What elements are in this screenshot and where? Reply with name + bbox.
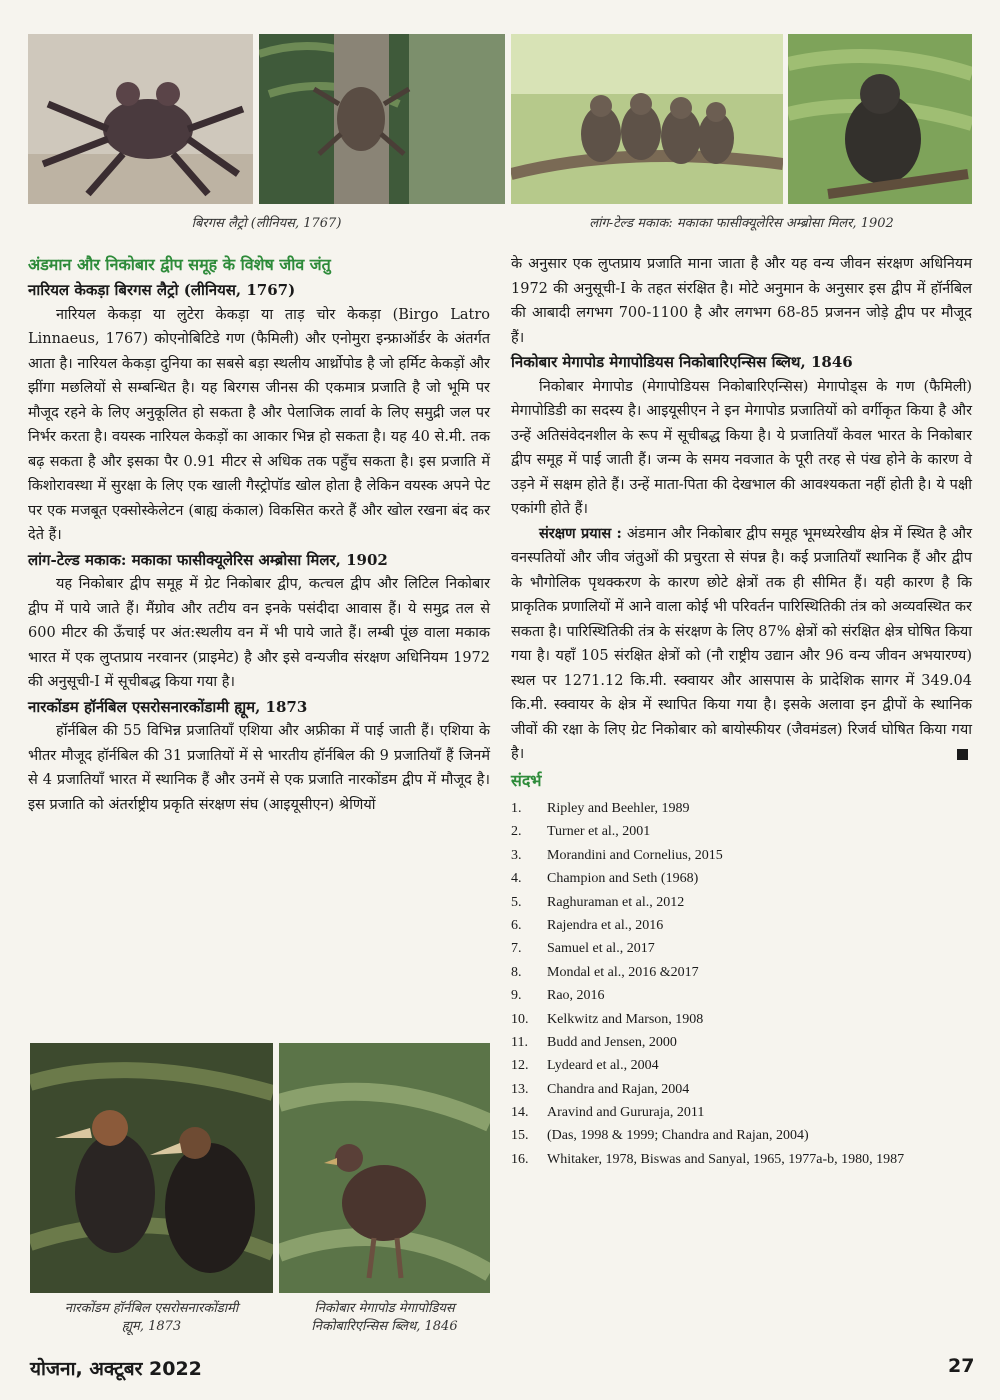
hornbill-photo bbox=[30, 1043, 273, 1293]
references-title: संदर्भ bbox=[511, 770, 542, 790]
reference-item bbox=[511, 797, 972, 820]
megapode-paragraph: निकोबार मेगापोड (मेगापोडियस निकोबारिएन्सिस) मेगापोड्स के गण (फैमिली) मेगापोडिडी का सदस्य है। आइयूसीएन ने इन मेगापोड प्रजातियों को वर्गीकृत किया है और उन्हें अतिसंवेदनशील के रूप में सूचीबद्ध किया है। ये प्रजातियाँ केवल भारत के निकोबार द्वीप समूह में पाई जाती हैं। जन्म के समय नवजात के पूरी तरह से पंख होने के कारण वे उड़ने में सक्षम होते हैं। उन्हें माता-पिता की देखभाल की आवश्यकता नहीं होती है। ये पक्षी एकांगी होते हैं। bbox=[511, 378, 972, 517]
hornbill-heading: नारकोंडम हॉर्नबिल एसरोसनारकोंडामी ह्यूम, 1873 bbox=[28, 697, 308, 716]
reference-number: 1. bbox=[511, 801, 522, 816]
reference-number: 16. bbox=[511, 1151, 529, 1167]
reference-text: Ripley and Beehler, 1989 bbox=[547, 801, 690, 816]
reference-item bbox=[511, 914, 972, 937]
reference-item bbox=[511, 1148, 972, 1171]
crab-caption: बिरगस लैट्रो (लीनियस, 1767) bbox=[191, 216, 342, 231]
references-list bbox=[511, 797, 972, 1171]
reference-item bbox=[511, 1031, 972, 1054]
megapode-caption bbox=[279, 1300, 490, 1335]
reference-item bbox=[511, 1101, 972, 1124]
reference-text: Kelkwitz and Marson, 1908 bbox=[547, 1011, 704, 1027]
reference-number: 12. bbox=[511, 1058, 529, 1074]
coconut-crab-photo-1 bbox=[28, 34, 253, 204]
reference-text: Whitaker, 1978, Biswas and Sanyal, 1965, 1977a-b, 1980, 1987 bbox=[547, 1151, 905, 1167]
reference-text: Aravind and Gururaja, 2011 bbox=[547, 1105, 705, 1121]
macaque-caption: लांग-टेल्ड मकाक: मकाका फासीक्यूलेरिस अम्ब्रोसा मिलर, 1902 bbox=[589, 216, 894, 231]
conservation-text: अंडमान और निकोबार द्वीप समूह भूमध्यरेखीय क्षेत्र में स्थित है और वनस्पतियों और जीव जंतुओं की प्रचुरता से संपन्न है। कई प्रजातियाँ स्थानिक हैं और द्वीप के भौगोलिक पृथक्करण के कारण छोटे क्षेत्रों तक ही सीमित हैं। यही कारण है कि प्राकृतिक प्रणालियों में आने वाला कोई भी परिवर्तन पारिस्थितिकी तंत्र को अव्यवस्थित कर सकता है। पारिस्थितिकी तंत्र के संरक्षण के लिए 87% क्षेत्रों को संरक्षित क्षेत्र घोषित किया गया है। यहाँ 105 संरक्षित क्षेत्रों को (नौ राष्ट्रीय उद्यान और 96 वन्य जीवन अभयारण्य) स्थल पर 1271.12 कि.मी. स्क्वायर और आसपास के प्रादेशिक सागर में 349.04 कि.मी. स्क्वायर के क्षेत्र में स्थापित किया गया है। इसके अलावा इन द्वीपों के स्थानिक जीवों की रक्षा के लिए ग्रेट निकोबार को बायोस्फीयर (जैवमंडल) रिजर्व घोषित किया गया है। bbox=[511, 525, 973, 762]
reference-number: 10. bbox=[511, 1011, 529, 1027]
reference-item bbox=[511, 1124, 972, 1147]
reference-text: Mondal et al., 2016 &2017 bbox=[547, 964, 699, 980]
reference-number: 5. bbox=[511, 894, 522, 910]
hornbill-caption-line2: ह्यूम, 1873 bbox=[121, 1318, 182, 1334]
reference-number: 15. bbox=[511, 1128, 529, 1144]
conservation-paragraph bbox=[511, 522, 972, 767]
reference-text: Raghuraman et al., 2012 bbox=[547, 894, 685, 910]
reference-number: 14. bbox=[511, 1105, 529, 1121]
megapode-photo bbox=[279, 1043, 490, 1293]
reference-number: 8. bbox=[511, 964, 522, 980]
reference-item bbox=[511, 1054, 972, 1077]
conservation-label: संरक्षण प्रयास : bbox=[539, 524, 622, 542]
reference-item bbox=[511, 867, 972, 890]
reference-text: Morandini and Cornelius, 2015 bbox=[547, 847, 723, 863]
megapode-caption-line2: निकोबारिएन्सिस ब्लिथ, 1846 bbox=[311, 1318, 458, 1334]
reference-item bbox=[511, 820, 972, 843]
reference-text: Chandra and Rajan, 2004 bbox=[547, 1081, 690, 1097]
reference-text: Champion and Seth (1968) bbox=[547, 871, 699, 887]
reference-number: 7. bbox=[511, 941, 522, 957]
coconut-crab-photo-2 bbox=[259, 34, 505, 204]
reference-item bbox=[511, 891, 972, 914]
hornbill-caption bbox=[30, 1300, 273, 1335]
right-column bbox=[511, 252, 972, 1171]
megapode-caption-line1: निकोबार मेगापोड मेगापोडियस bbox=[314, 1301, 455, 1316]
macaque-paragraph: यह निकोबार द्वीप समूह में ग्रेट निकोबार द्वीप, कत्चल द्वीप और लिटिल निकोबार द्वीप में पाये जाते हैं। मैंग्रोव और तटीय वन इनके पसंदीदा आवास हैं। ये समुद्र तल से 600 मीटर की ऊँचाई पर अंत:स्थलीय वन में भी पाये जाते हैं। लम्बी पूंछ वाला मकाक भारत में एक लुप्तप्राय नरवानर (प्राइमेट) है और इसे वन्यजीव संरक्षण अधिनियम 1972 की अनुसूची-I में सूचीबद्ध किया गया है। bbox=[28, 576, 490, 690]
reference-number: 4. bbox=[511, 871, 522, 887]
crab-heading: नारियल केकड़ा बिरगस लैट्रो (लीनियस, 1767) bbox=[28, 281, 296, 299]
reference-number: 2. bbox=[511, 824, 522, 840]
reference-text: Samuel et al., 2017 bbox=[547, 941, 655, 957]
reference-text: Budd and Jensen, 2000 bbox=[547, 1034, 677, 1050]
hornbill-paragraph: हॉर्नबिल की 55 विभिन्न प्रजातियाँ एशिया और अफ्रीका में पाई जाती हैं। एशिया के भीतर मौजूद हॉर्नबिल की 31 प्रजातियों में से भारतीय हॉर्नबिल की 9 प्रजातियाँ हैं जिनमें से 4 प्रजातियाँ भारत में स्थानिक हैं और उनमें से एक प्रजाति नारकोंडम द्वीप में मौजूद है। इस प्रजाति को अंतर्राष्ट्रीय प्रकृति संरक्षण संघ (आइयूसीएन) श्रेणियों bbox=[28, 723, 490, 813]
section-title: अंडमान और निकोबार द्वीप समूह के विशेष जीव जंतु bbox=[28, 255, 331, 274]
reference-item bbox=[511, 961, 972, 984]
crab-paragraph: नारियल केकड़ा या लुटेरा केकड़ा या ताड़ चोर केकड़ा (Birgo Latro Linnaeus, 1767) कोएनोबिटिडे गण (फैमिली) और एनोमुरा इन्फ्राऑर्डर के अंतर्गत आता है। नारियल केकड़ा दुनिया का सबसे बड़ा स्थलीय आर्थ्रोपोड है जो हर्मिट केकड़ों और झींगा मछलियों से सम्बन्धित है। यह बिरगस जीनस की एकमात्र प्रजाति है जो भूमि पर मौजूद रहने के लिए अनुकूलित हो सकता है और पेलाजिक लार्वा के लिए समुद्री जल पर निर्भर करता है। वयस्क नारियल केकड़ों का आकार भिन्न हो सकता है। यह 40 से.मी. तक बढ़ सकता है और इसका पैर 0.91 मीटर से अधिक तक पहुँच सकता है। इस प्रजाति में किशोरावस्था में सुरक्षा के लिए एक खाली गैस्ट्रोपॉड खोल होता है लेकिन वयस्क अपने पेट पर एक मजबूत एक्सोस्केलेटन (बाह्य कंकाल) विकसित करते हैं और खोल रखना बंद कर देते हैं। bbox=[28, 306, 490, 543]
reference-text: Turner et al., 2001 bbox=[547, 824, 651, 840]
reference-text: Lydeard et al., 2004 bbox=[547, 1058, 659, 1074]
hornbill-caption-line1: नारकोंडम हॉर्नबिल एसरोसनारकोंडामी bbox=[64, 1301, 239, 1316]
reference-item bbox=[511, 984, 972, 1007]
reference-number: 6. bbox=[511, 917, 522, 933]
reference-item bbox=[511, 937, 972, 960]
macaque-photo-1 bbox=[511, 34, 783, 204]
reference-number: 13. bbox=[511, 1081, 529, 1097]
reference-item bbox=[511, 1008, 972, 1031]
left-column bbox=[28, 252, 490, 817]
reference-item bbox=[511, 844, 972, 867]
reference-text: Rajendra et al., 2016 bbox=[547, 917, 664, 933]
reference-number: 3. bbox=[511, 847, 522, 863]
megapode-heading: निकोबार मेगापोड मेगापोडियस निकोबारिएन्सिस ब्लिथ, 1846 bbox=[511, 353, 853, 371]
reference-item bbox=[511, 1078, 972, 1101]
reference-number: 11. bbox=[511, 1034, 528, 1050]
page-number: 27 bbox=[948, 1355, 975, 1377]
hornbill-continuation: के अनुसार एक लुप्तप्राय प्रजाति माना जाता है और यह वन्य जीवन संरक्षण अधिनियम 1972 की अनुसूची-I के तहत संरक्षित है। मोटे अनुमान के अनुसार इस द्वीप में हॉर्नबिल की आबादी लगभग 700-1100 है और लगभग 68-85 प्रजनन जोड़े द्वीप पर मौजूद हैं। bbox=[511, 256, 972, 346]
reference-text: Rao, 2016 bbox=[547, 988, 605, 1004]
macaque-photo-2 bbox=[788, 34, 972, 204]
end-mark bbox=[957, 749, 968, 760]
reference-number: 9. bbox=[511, 988, 522, 1004]
magazine-footer: योजना, अक्टूबर 2022 bbox=[30, 1358, 202, 1380]
macaque-heading: लांग-टेल्ड मकाक: मकाका फासीक्यूलेरिस अम्ब्रोसा मिलर, 1902 bbox=[28, 550, 388, 569]
reference-text: (Das, 1998 & 1999; Chandra and Rajan, 2004) bbox=[547, 1128, 809, 1144]
